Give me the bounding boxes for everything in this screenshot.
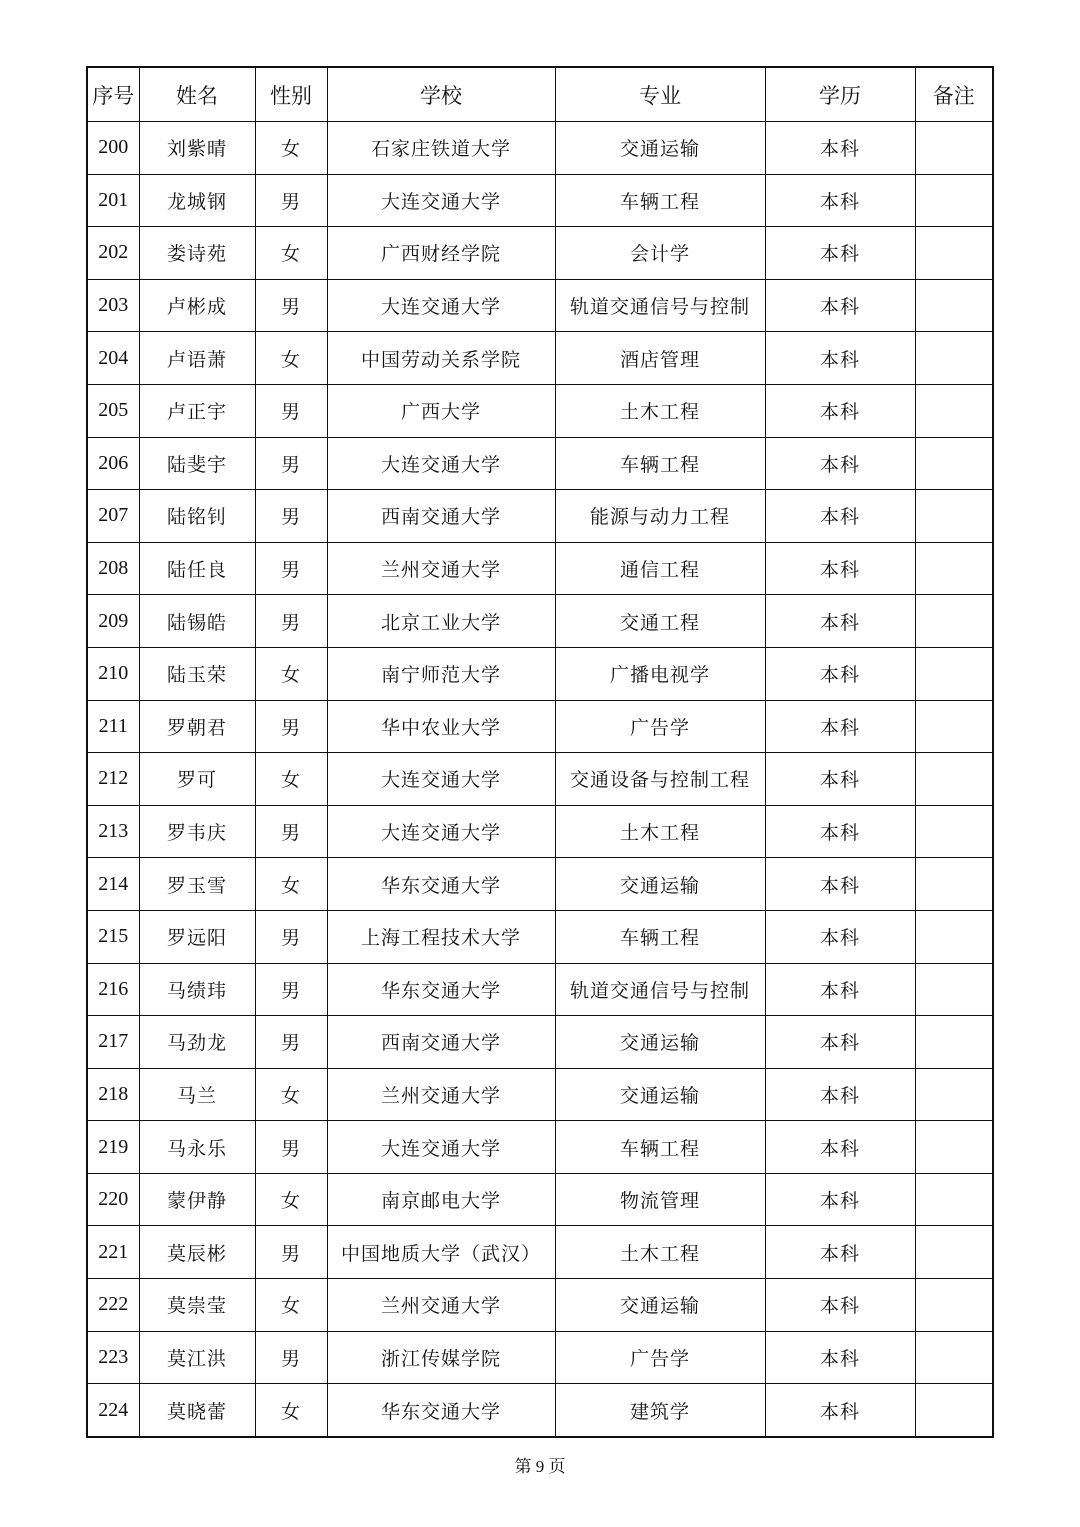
cell-seq: 212 [87,753,139,806]
table-row [87,1226,993,1279]
cell-gender: 女 [255,1384,327,1437]
cell-school: 中国地质大学（武汉） [327,1226,555,1279]
header-remarks: 备注 [915,67,993,122]
cell-gender: 女 [255,227,327,280]
cell-remarks [915,805,993,858]
cell-seq: 215 [87,910,139,963]
cell-school: 广西财经学院 [327,227,555,280]
cell-remarks [915,332,993,385]
cell-degree: 本科 [765,595,915,648]
cell-remarks [915,595,993,648]
cell-seq: 214 [87,858,139,911]
header-school: 学校 [327,67,555,122]
cell-degree: 本科 [765,1226,915,1279]
cell-name: 莫江洪 [139,1331,255,1384]
cell-seq: 217 [87,1016,139,1069]
header-major: 专业 [555,67,765,122]
cell-school: 华东交通大学 [327,1384,555,1437]
cell-degree: 本科 [765,227,915,280]
cell-school: 华东交通大学 [327,858,555,911]
table-row [87,595,993,648]
cell-name: 马劲龙 [139,1016,255,1069]
cell-major: 交通运输 [555,1279,765,1332]
cell-school: 大连交通大学 [327,279,555,332]
cell-gender: 男 [255,1016,327,1069]
cell-school: 中国劳动关系学院 [327,332,555,385]
cell-name: 罗远阳 [139,910,255,963]
cell-gender: 男 [255,542,327,595]
cell-degree: 本科 [765,332,915,385]
cell-seq: 220 [87,1173,139,1226]
cell-name: 陆任良 [139,542,255,595]
table-row [87,1016,993,1069]
cell-name: 马兰 [139,1068,255,1121]
cell-seq: 221 [87,1226,139,1279]
cell-major: 交通运输 [555,1068,765,1121]
cell-major: 车辆工程 [555,174,765,227]
cell-school: 兰州交通大学 [327,1068,555,1121]
cell-name: 陆玉荣 [139,647,255,700]
cell-seq: 202 [87,227,139,280]
cell-major: 物流管理 [555,1173,765,1226]
header-gender: 性别 [255,67,327,122]
cell-name: 陆铭钊 [139,490,255,543]
cell-name: 卢语萧 [139,332,255,385]
cell-degree: 本科 [765,700,915,753]
cell-school: 上海工程技术大学 [327,910,555,963]
table-row [87,1173,993,1226]
cell-school: 兰州交通大学 [327,1279,555,1332]
cell-school: 大连交通大学 [327,1121,555,1174]
cell-gender: 男 [255,700,327,753]
cell-remarks [915,122,993,175]
cell-major: 建筑学 [555,1384,765,1437]
cell-degree: 本科 [765,805,915,858]
cell-seq: 223 [87,1331,139,1384]
table-body [87,122,993,1437]
cell-gender: 女 [255,122,327,175]
cell-gender: 女 [255,858,327,911]
cell-seq: 207 [87,490,139,543]
cell-remarks [915,1068,993,1121]
cell-degree: 本科 [765,753,915,806]
cell-seq: 224 [87,1384,139,1437]
cell-major: 交通设备与控制工程 [555,753,765,806]
cell-school: 兰州交通大学 [327,542,555,595]
cell-gender: 男 [255,384,327,437]
cell-degree: 本科 [765,963,915,1016]
cell-remarks [915,279,993,332]
cell-seq: 209 [87,595,139,648]
cell-remarks [915,384,993,437]
table-row [87,542,993,595]
table-row [87,1121,993,1174]
cell-major: 轨道交通信号与控制 [555,279,765,332]
cell-gender: 女 [255,1173,327,1226]
cell-degree: 本科 [765,279,915,332]
cell-remarks [915,1384,993,1437]
cell-gender: 男 [255,805,327,858]
header-seq: 序号 [87,67,139,122]
table-header [87,67,993,122]
cell-degree: 本科 [765,1279,915,1332]
cell-school: 大连交通大学 [327,174,555,227]
table-row [87,332,993,385]
cell-name: 卢正宇 [139,384,255,437]
cell-seq: 204 [87,332,139,385]
cell-gender: 女 [255,1279,327,1332]
cell-major: 会计学 [555,227,765,280]
cell-remarks [915,1173,993,1226]
cell-seq: 203 [87,279,139,332]
cell-name: 龙城钢 [139,174,255,227]
cell-major: 交通工程 [555,595,765,648]
cell-remarks [915,174,993,227]
cell-major: 土木工程 [555,1226,765,1279]
header-name: 姓名 [139,67,255,122]
cell-major: 酒店管理 [555,332,765,385]
cell-seq: 211 [87,700,139,753]
cell-name: 罗韦庆 [139,805,255,858]
cell-degree: 本科 [765,437,915,490]
table-row [87,1279,993,1332]
cell-degree: 本科 [765,542,915,595]
cell-school: 西南交通大学 [327,490,555,543]
table-row [87,279,993,332]
cell-major: 广告学 [555,700,765,753]
table-row [87,963,993,1016]
table-row [87,227,993,280]
table-row [87,1384,993,1437]
cell-school: 南宁师范大学 [327,647,555,700]
cell-name: 陆锡皓 [139,595,255,648]
cell-name: 莫崇莹 [139,1279,255,1332]
cell-major: 通信工程 [555,542,765,595]
cell-remarks [915,1226,993,1279]
cell-name: 陆斐宇 [139,437,255,490]
cell-seq: 208 [87,542,139,595]
cell-school: 华中农业大学 [327,700,555,753]
cell-seq: 201 [87,174,139,227]
cell-name: 马绩玮 [139,963,255,1016]
cell-degree: 本科 [765,490,915,543]
cell-gender: 女 [255,1068,327,1121]
cell-degree: 本科 [765,858,915,911]
cell-major: 交通运输 [555,858,765,911]
cell-name: 卢彬成 [139,279,255,332]
cell-gender: 男 [255,279,327,332]
cell-major: 土木工程 [555,384,765,437]
table-row [87,858,993,911]
cell-name: 刘紫晴 [139,122,255,175]
cell-school: 南京邮电大学 [327,1173,555,1226]
cell-name: 罗可 [139,753,255,806]
header-degree: 学历 [765,67,915,122]
table-row [87,753,993,806]
cell-remarks [915,647,993,700]
header-row [87,67,993,122]
cell-gender: 男 [255,1331,327,1384]
roster-table [86,66,994,1438]
cell-seq: 210 [87,647,139,700]
table-row [87,384,993,437]
table-row [87,805,993,858]
table-row [87,122,993,175]
cell-seq: 200 [87,122,139,175]
cell-remarks [915,910,993,963]
cell-gender: 男 [255,595,327,648]
cell-seq: 205 [87,384,139,437]
cell-remarks [915,490,993,543]
cell-degree: 本科 [765,174,915,227]
cell-gender: 男 [255,490,327,543]
cell-seq: 222 [87,1279,139,1332]
cell-remarks [915,858,993,911]
cell-major: 车辆工程 [555,437,765,490]
cell-remarks [915,963,993,1016]
table-row [87,700,993,753]
cell-degree: 本科 [765,1068,915,1121]
page-number: 第 9 页 [514,1457,566,1476]
cell-major: 能源与动力工程 [555,490,765,543]
table-row [87,647,993,700]
cell-school: 大连交通大学 [327,753,555,806]
cell-gender: 男 [255,1121,327,1174]
cell-major: 交通运输 [555,1016,765,1069]
cell-gender: 男 [255,174,327,227]
cell-major: 轨道交通信号与控制 [555,963,765,1016]
table-row [87,1331,993,1384]
cell-school: 西南交通大学 [327,1016,555,1069]
cell-name: 马永乐 [139,1121,255,1174]
cell-seq: 216 [87,963,139,1016]
cell-remarks [915,1331,993,1384]
cell-major: 交通运输 [555,122,765,175]
table-row [87,1068,993,1121]
cell-name: 罗玉雪 [139,858,255,911]
table-row [87,910,993,963]
cell-school: 华东交通大学 [327,963,555,1016]
table-row [87,437,993,490]
cell-name: 罗朝君 [139,700,255,753]
cell-gender: 女 [255,647,327,700]
cell-major: 广播电视学 [555,647,765,700]
cell-gender: 女 [255,753,327,806]
cell-school: 石家庄铁道大学 [327,122,555,175]
cell-school: 北京工业大学 [327,595,555,648]
cell-remarks [915,542,993,595]
cell-degree: 本科 [765,647,915,700]
cell-remarks [915,1121,993,1174]
cell-gender: 男 [255,963,327,1016]
cell-remarks [915,1279,993,1332]
cell-major: 土木工程 [555,805,765,858]
cell-seq: 213 [87,805,139,858]
cell-degree: 本科 [765,1384,915,1437]
cell-major: 车辆工程 [555,1121,765,1174]
cell-school: 浙江传媒学院 [327,1331,555,1384]
cell-remarks [915,437,993,490]
cell-degree: 本科 [765,1331,915,1384]
cell-remarks [915,227,993,280]
cell-name: 莫辰彬 [139,1226,255,1279]
cell-major: 广告学 [555,1331,765,1384]
cell-seq: 206 [87,437,139,490]
cell-seq: 218 [87,1068,139,1121]
cell-remarks [915,700,993,753]
cell-school: 大连交通大学 [327,437,555,490]
cell-gender: 男 [255,1226,327,1279]
cell-major: 车辆工程 [555,910,765,963]
table-row [87,174,993,227]
cell-school: 大连交通大学 [327,805,555,858]
cell-name: 蒙伊静 [139,1173,255,1226]
cell-seq: 219 [87,1121,139,1174]
cell-remarks [915,753,993,806]
cell-gender: 男 [255,437,327,490]
cell-remarks [915,1016,993,1069]
cell-school: 广西大学 [327,384,555,437]
cell-name: 莫晓蕾 [139,1384,255,1437]
cell-degree: 本科 [765,384,915,437]
table-row [87,490,993,543]
cell-degree: 本科 [765,1016,915,1069]
cell-degree: 本科 [765,910,915,963]
cell-name: 娄诗苑 [139,227,255,280]
cell-gender: 女 [255,332,327,385]
cell-degree: 本科 [765,122,915,175]
cell-gender: 男 [255,910,327,963]
cell-degree: 本科 [765,1173,915,1226]
cell-degree: 本科 [765,1121,915,1174]
